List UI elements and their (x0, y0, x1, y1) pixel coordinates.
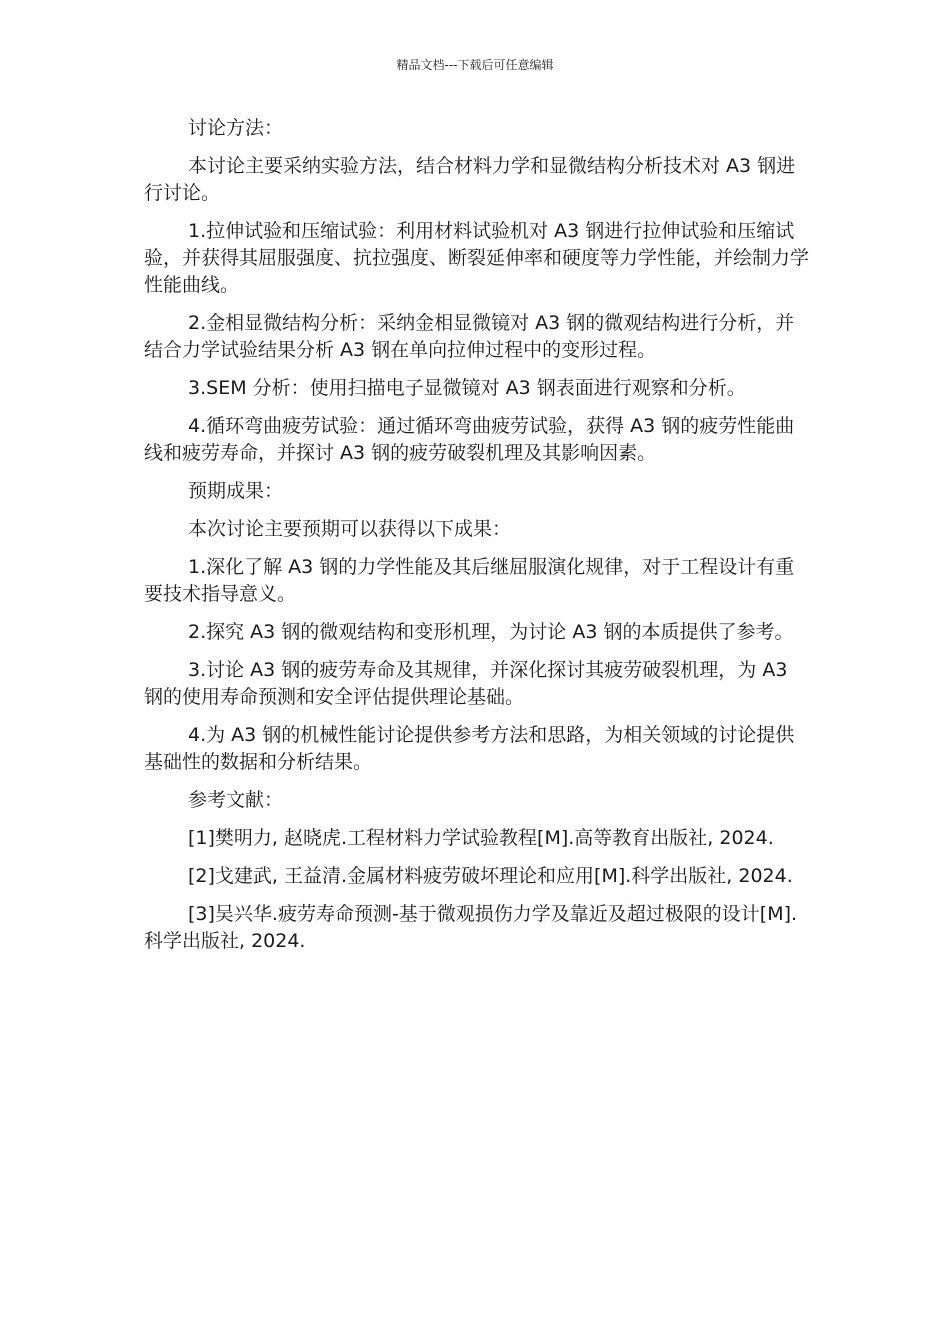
section-heading-outcomes: 预期成果： (188, 480, 284, 502)
document-body (144, 115, 812, 966)
section-heading-methods: 讨论方法： (188, 117, 284, 139)
reference-item-1: [1]樊明力, 赵晓虎.工程材料力学试验教程[M].高等教育出版社, 2024. (188, 827, 774, 849)
paragraph-outcome-2: 2.探究 A3 钢的微观结构和变形机理，为讨论 A3 钢的本质提供了参考。 (188, 621, 794, 643)
paragraph-outcome-4: 4.为 A3 钢的机械性能讨论提供参考方法和思路，为相关领域的讨论提供基础性的数据和分析结果。 (144, 724, 795, 773)
reference-item-2: [2]戈建武, 王益清.金属材料疲劳破坏理论和应用[M].科学出版社, 2024. (188, 865, 793, 887)
section-heading-references: 参考文献： (188, 789, 284, 811)
paragraph-method-1: 1.拉伸试验和压缩试验：利用材料试验机对 A3 钢进行拉伸试验和压缩试验，并获得其屈服强度、抗拉强度、断裂延伸率和硬度等力学性能，并绘制力学性能曲线。 (144, 220, 810, 296)
paragraph-methods-intro: 本讨论主要采纳实验方法，结合材料力学和显微结构分析技术对 A3 钢进行讨论。 (144, 155, 796, 204)
paragraph-outcome-1: 1.深化了解 A3 钢的力学性能及其后继屈服演化规律，对于工程设计有重要技术指导意义。 (144, 556, 795, 605)
reference-item-3: [3]吴兴华.疲劳寿命预测-基于微观损伤力学及靠近及超过极限的设计[M].科学出版社, 2024. (144, 903, 798, 952)
paragraph-method-2: 2.金相显微结构分析：采纳金相显微镜对 A3 钢的微观结构进行分析，并结合力学试验结果分析 A3 钢在单向拉伸过程中的变形过程。 (144, 312, 795, 361)
page-header: 精品文档---下载后可任意编辑 (396, 58, 554, 72)
paragraph-method-4: 4.循环弯曲疲劳试验：通过循环弯曲疲劳试验，获得 A3 钢的疲劳性能曲线和疲劳寿命，并探讨 A3 钢的疲劳破裂机理及其影响因素。 (144, 415, 795, 464)
paragraph-outcome-3: 3.讨论 A3 钢的疲劳寿命及其规律，并深化探讨其疲劳破裂机理，为 A3 钢的使用寿命预测和安全评估提供理论基础。 (144, 659, 788, 708)
paragraph-outcomes-intro: 本次讨论主要预期可以获得以下成果： (188, 518, 512, 540)
paragraph-method-3: 3.SEM 分析：使用扫描电子显微镜对 A3 钢表面进行观察和分析。 (188, 377, 746, 399)
